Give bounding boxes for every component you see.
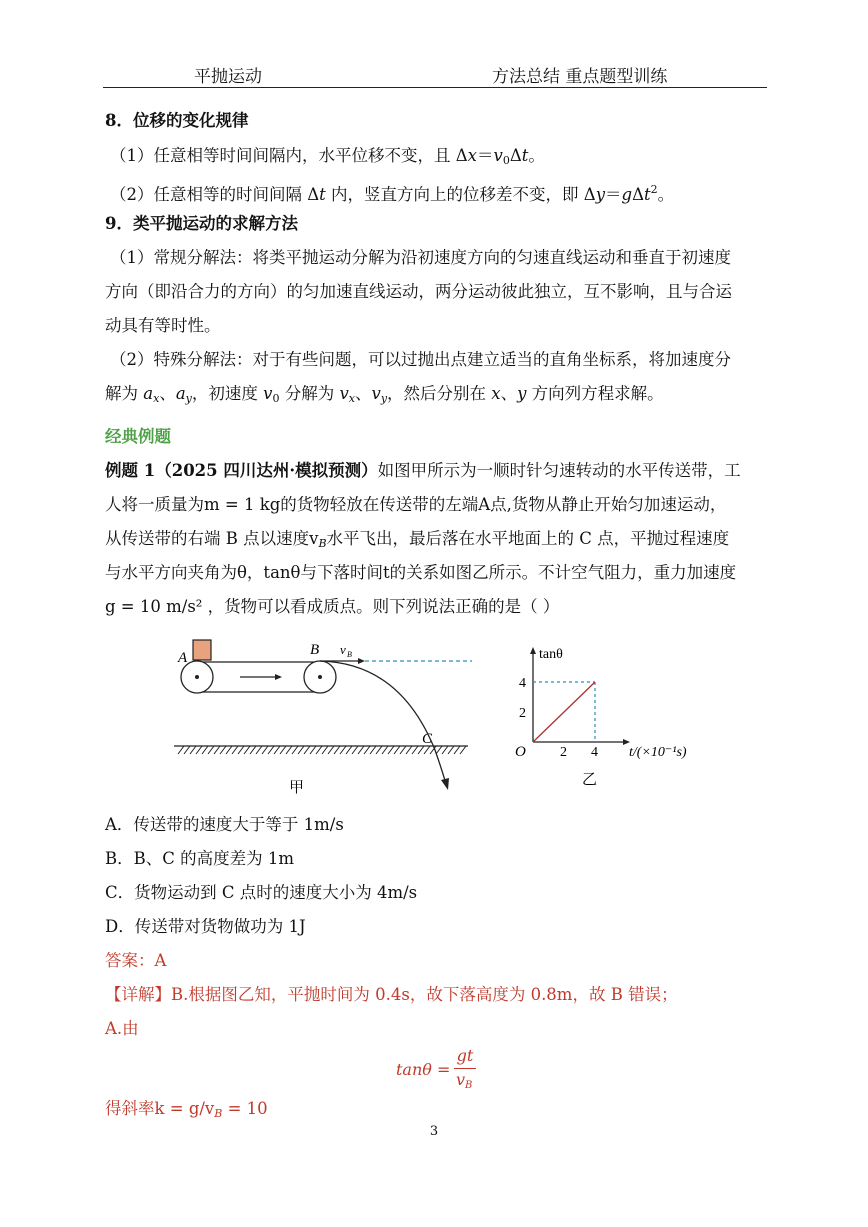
hatch-mark (388, 746, 394, 754)
hatch-mark (334, 746, 340, 754)
hatch-mark (250, 746, 256, 754)
trajectory-arrow-head (441, 778, 449, 790)
y-tick-label: 2 (519, 706, 526, 721)
left-roller-axle (195, 675, 199, 679)
y-axis-label: tanθ (539, 647, 563, 662)
var-t: t (644, 185, 651, 204)
hatch-mark (418, 746, 424, 754)
text: 如图甲所示为一顺时针匀速转动的水平传送带，工 (377, 461, 741, 480)
label-vB: v (340, 642, 346, 657)
hatch-mark (202, 746, 208, 754)
sub: y (380, 392, 388, 405)
section-9-p1-line3: 动具有等时性。 (105, 316, 221, 335)
x-tick-label: 2 (560, 745, 567, 760)
text: 内，竖直方向上的位移差不变，即 Δ (325, 185, 596, 204)
caption-yi: 乙 (582, 772, 598, 788)
sub: y (185, 392, 192, 405)
trajectory (320, 661, 446, 784)
ground-hatching (178, 746, 466, 754)
hatch-mark (280, 746, 286, 754)
origin-label: O (515, 744, 526, 760)
page-number: 3 (429, 1124, 439, 1139)
label-C: C (422, 731, 433, 747)
hatch-mark (208, 746, 214, 754)
hatch-mark (412, 746, 418, 754)
right-roller-axle (318, 675, 322, 679)
hatch-mark (376, 746, 382, 754)
hatch-mark (442, 746, 448, 754)
hatch-mark (364, 746, 370, 754)
var-y: y (517, 384, 527, 403)
graph-marks (519, 676, 598, 760)
hatch-mark (454, 746, 460, 754)
var-x: x (467, 146, 477, 165)
text: 、 (159, 384, 176, 403)
option-c: C．货物运动到 C 点时的速度大小为 4m/s (105, 883, 418, 902)
text: 。 (657, 185, 675, 204)
var-v: v (339, 384, 349, 403)
example-1-line1 (105, 460, 741, 482)
section-8-item-2 (110, 179, 674, 206)
text: （1）任意相等时间间隔内，水平位移不变，且 Δ (110, 146, 468, 165)
var-v: v (371, 384, 381, 403)
hatch-mark (232, 746, 238, 754)
text: 得斜率k = g/v (105, 1099, 215, 1118)
hatch-mark (460, 746, 466, 754)
text: = 10 (222, 1099, 268, 1118)
y-axis-arrow (530, 647, 536, 654)
sub: 0 (272, 392, 280, 405)
text: Δ (632, 185, 645, 204)
var-g: g (621, 185, 633, 204)
text: 。 (528, 146, 545, 165)
hatch-mark (286, 746, 292, 754)
example-1-line2: 人将一质量为m = 1 kg的货物轻放在传送带的左端A点,货物从静止开始匀加速运动， (105, 495, 727, 514)
text: 、 (500, 384, 518, 403)
hatch-mark (190, 746, 196, 754)
text: Δ (509, 146, 522, 165)
section-9-title: 9．类平抛运动的求解方法 (105, 214, 298, 233)
hatch-mark (436, 746, 442, 754)
header-left-title: 平抛运动 (194, 67, 262, 87)
formula-lhs: tanθ = (396, 1060, 451, 1079)
hatch-mark (382, 746, 388, 754)
text: ，初速度 (191, 384, 264, 403)
sub: B (318, 537, 327, 550)
text: 分解为 (279, 384, 340, 403)
hatch-mark (304, 746, 310, 754)
section-8-item-1 (110, 145, 545, 172)
section-9-p1-line2: 方向（即沿合力的方向）的匀加速直线运动，两分运动彼此独立，互不影响，且与合运 (105, 282, 732, 301)
var-v: v (493, 146, 503, 165)
example-1-line5: g = 10 m/s² ，货物可以看成质点。则下列说法正确的是（ ） (105, 597, 560, 616)
x-axis-label: t/(×10⁻¹s) (629, 745, 687, 760)
hatch-mark (352, 746, 358, 754)
example-1-line3 (105, 528, 729, 555)
figure-yi (505, 642, 720, 797)
text: ，然后分别在 (387, 384, 492, 403)
hatch-mark (178, 746, 184, 754)
var-t: t (319, 185, 326, 204)
var-y: y (595, 185, 606, 204)
sub: B (214, 1107, 223, 1120)
header-right-title: 方法总结 重点题型训练 (492, 67, 668, 87)
hatch-mark (424, 746, 430, 754)
section-8-title: 8．位移的变化规律 (105, 111, 249, 130)
section-9-p2-line2 (105, 383, 664, 410)
var-a: a (175, 384, 186, 403)
sub: x (348, 392, 355, 405)
hatch-mark (448, 746, 454, 754)
sup: 2 (650, 183, 658, 196)
option-b: B．B、C 的高度差为 1m (105, 849, 295, 868)
examples-heading: 经典例题 (105, 427, 171, 446)
hatch-mark (256, 746, 262, 754)
sub: 0 (502, 154, 510, 167)
label-B: B (310, 642, 320, 658)
hatch-mark (244, 746, 250, 754)
hatch-mark (394, 746, 400, 754)
answer: 答案：A (105, 951, 167, 970)
label-A: A (178, 650, 188, 666)
caption-jia: 甲 (289, 780, 305, 796)
hatch-mark (226, 746, 232, 754)
hatch-mark (238, 746, 244, 754)
hatch-mark (268, 746, 274, 754)
vb-arrow-head (358, 658, 365, 664)
hatch-mark (370, 746, 376, 754)
formula-denominator (456, 1070, 472, 1091)
hatch-mark (358, 746, 364, 754)
text: ＝ (605, 185, 622, 204)
option-a: A．传送带的速度大于等于 1m/s (105, 815, 344, 834)
header-rule (103, 87, 767, 88)
detail-line1: 【详解】B.根据图乙知，平抛时间为 0.4s，故下落高度为 0.8m，故 B 错误； (105, 985, 678, 1004)
sub: B (465, 1080, 473, 1091)
detail-line2: A.由 (105, 1019, 139, 1038)
example-1-line4: 与水平方向夹角为θ，tanθ与下落时间t的关系如图乙所示。不计空气阻力，重力加速度 (105, 563, 737, 582)
var-a: a (143, 384, 154, 403)
text: 方向列方程求解。 (526, 384, 664, 403)
hatch-mark (262, 746, 268, 754)
x-tick-label: 4 (591, 745, 598, 760)
hatch-mark (298, 746, 304, 754)
formula-fraction-bar (454, 1068, 476, 1069)
hatch-mark (310, 746, 316, 754)
example-1-label: 例题 1（2025 四川达州·模拟预测） (105, 461, 378, 480)
text: 从传送带的右端 B 点以速度v (105, 529, 319, 548)
belt-arrow-head (275, 674, 282, 680)
text: ＝ (476, 146, 494, 165)
detail-line3 (105, 1098, 268, 1125)
var-x: x (491, 384, 501, 403)
hatch-mark (340, 746, 346, 754)
formula-numerator: gt (456, 1046, 474, 1065)
text: 解为 (105, 384, 144, 403)
text: 、 (355, 384, 372, 403)
series-line (533, 682, 595, 742)
section-9-p1-line1: （1）常规分解法：将类平抛运动分解为沿初速度方向的匀速直线运动和垂直于初速度 (110, 248, 731, 267)
hatch-mark (400, 746, 406, 754)
text: （2）任意相等的时间间隔 Δ (110, 185, 320, 204)
hatch-mark (274, 746, 280, 754)
var-v: v (263, 384, 273, 403)
sub: x (153, 392, 160, 405)
figure-jia (160, 630, 480, 800)
label-vB-sub: B (347, 650, 352, 659)
option-d: D．传送带对货物做功为 1J (105, 917, 306, 936)
hatch-mark (220, 746, 226, 754)
hatch-mark (346, 746, 352, 754)
hatch-mark (184, 746, 190, 754)
section-9-p2-line1: （2）特殊分解法：对于有些问题，可以过抛出点建立适当的直角坐标系，将加速度分 (110, 350, 731, 369)
hatch-mark (292, 746, 298, 754)
hatch-mark (316, 746, 322, 754)
hatch-mark (196, 746, 202, 754)
y-tick-label: 4 (519, 676, 526, 691)
var-t: t (521, 146, 529, 165)
text: 水平飞出，最后落在水平地面上的 C 点，平抛过程速度 (326, 529, 730, 548)
cargo-box (193, 640, 211, 660)
hatch-mark (406, 746, 412, 754)
hatch-mark (322, 746, 328, 754)
text: v (456, 1070, 466, 1089)
hatch-mark (328, 746, 334, 754)
hatch-mark (214, 746, 220, 754)
